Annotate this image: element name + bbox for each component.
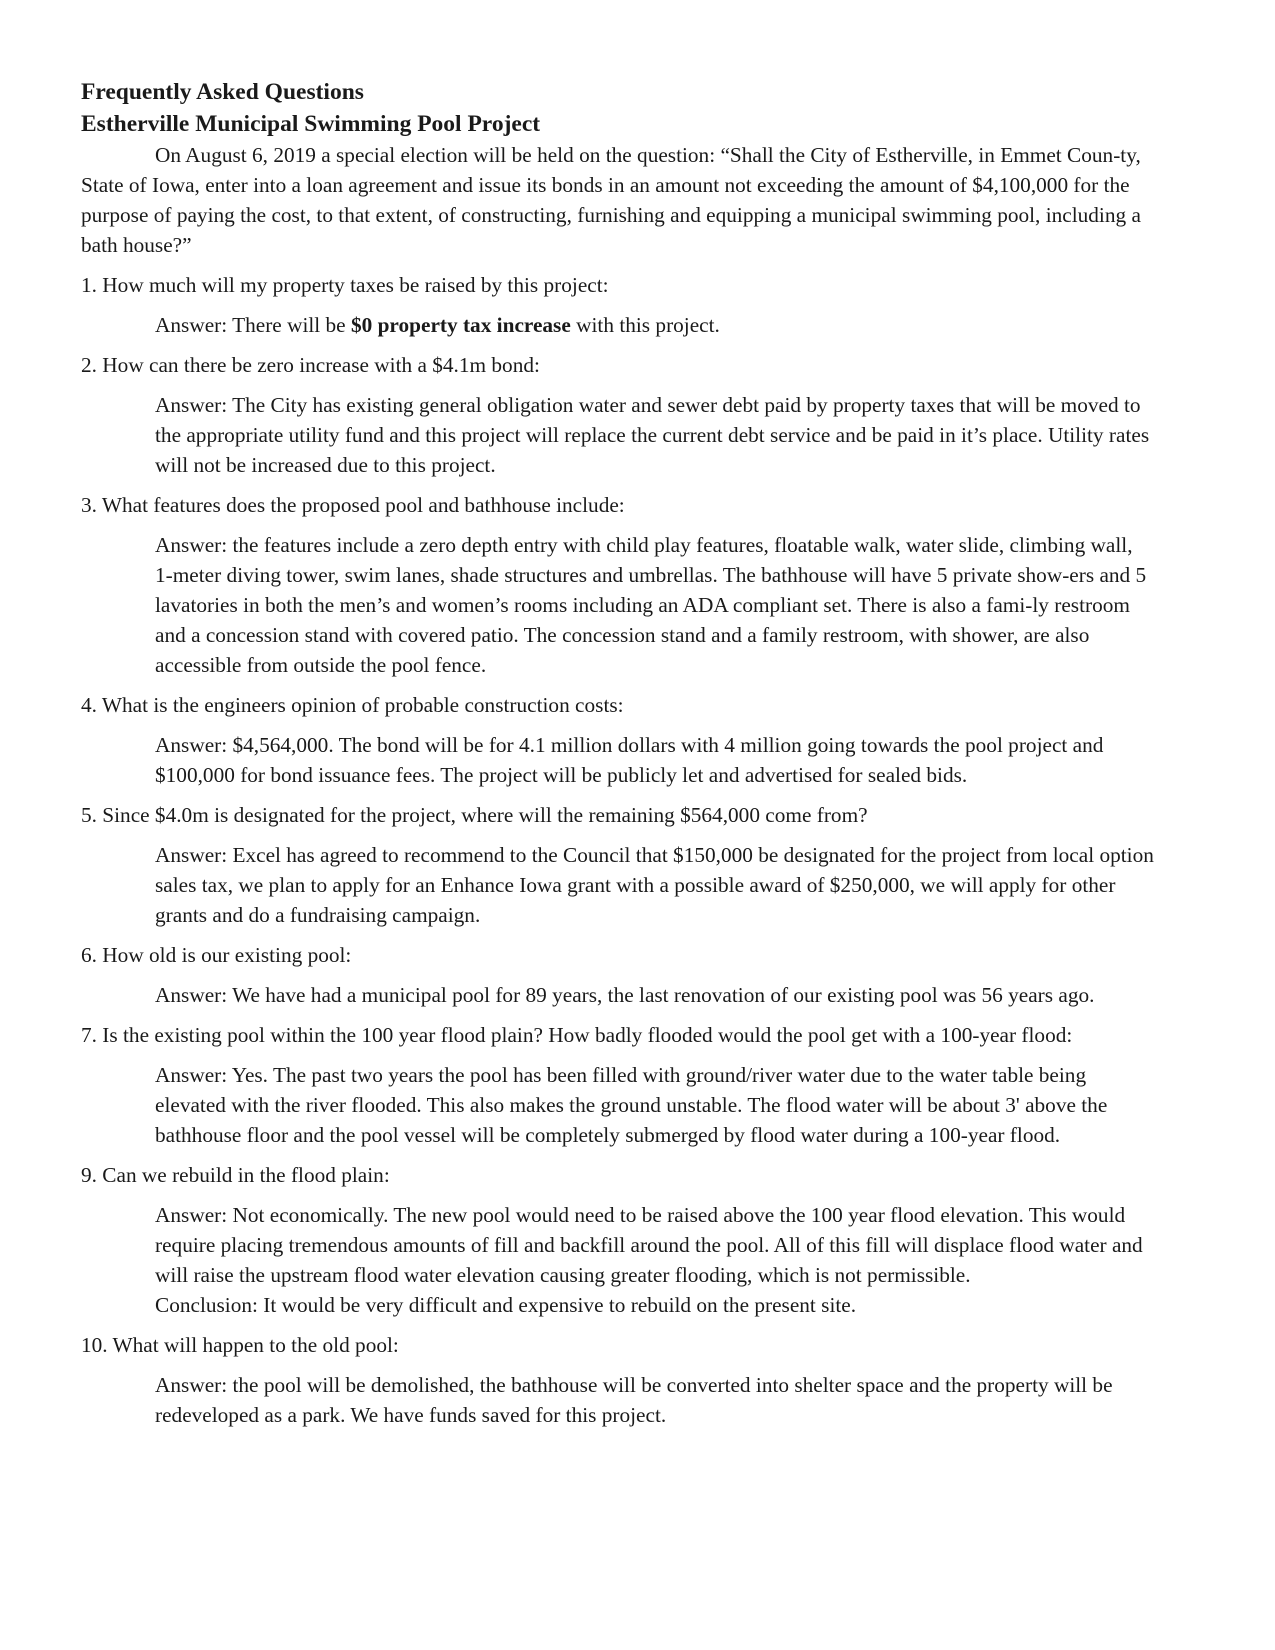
faq-answer: Answer: We have had a municipal pool for 89 years, the last renovation of our existing pool was 56 years ago.: [155, 983, 1095, 1007]
faq-item-9: [81, 1160, 1155, 1320]
faq-question: 3. What features does the proposed pool and bathhouse include:: [81, 493, 625, 517]
faq-item-10: [81, 1330, 1155, 1430]
faq-item-4: [81, 690, 1155, 790]
faq-item-5: [81, 800, 1155, 930]
faq-item-6: [81, 940, 1155, 1010]
faq-question: 9. Can we rebuild in the flood plain:: [81, 1163, 390, 1187]
faq-question: 6. How old is our existing pool:: [81, 943, 352, 967]
faq-question: 2. How can there be zero increase with a $4.1m bond:: [81, 353, 540, 377]
document-title: Frequently Asked Questions: [81, 79, 364, 105]
document-subtitle: Estherville Municipal Swimming Pool Project: [81, 111, 541, 137]
intro-paragraph: On August 6, 2019 a special election will be held on the question: “Shall the City of Estherville, in Emmet Coun-ty, State of Iowa, enter into a loan agreement and issue its bonds in an amount not exceeding the amount of $4,100,000 for the purpose of paying the cost, to that extent, of constructing, furnishing and equipping a municipal swimming pool, including a bath house?”: [81, 143, 1141, 257]
faq-question: 7. Is the existing pool within the 100 year flood plain? How badly flooded would the pool get with a 100-year flood:: [81, 1023, 1073, 1047]
answer-text: Answer: There will be: [155, 313, 351, 337]
faq-answer: Answer: Yes. The past two years the pool has been filled with ground/river water due to the water table being elevated with the river flooded. This also makes the ground unstable. The flood water will be about 3' above the bathhouse floor and the pool vessel will be completely submerged by flood water during a 100-year flood.: [155, 1063, 1108, 1147]
faq-question: 5. Since $4.0m is designated for the project, where will the remaining $564,000 come from?: [81, 803, 868, 827]
faq-answer: Answer: The City has existing general obligation water and sewer debt paid by property taxes that will be moved to the appropriate utility fund and this project will replace the current debt service and be paid in it’s place. Utility rates will not be increased due to this project.: [155, 393, 1150, 477]
faq-item-1: [81, 270, 1155, 340]
faq-answer: Answer: the pool will be demolished, the bathhouse will be converted into shelter space and the property will be redeveloped as a park. We have funds saved for this project.: [155, 1373, 1113, 1427]
faq-item-7: [81, 1020, 1155, 1150]
faq-answer: Answer: Excel has agreed to recommend to the Council that $150,000 be designated for the project from local option sales tax, we plan to apply for an Enhance Iowa grant with a possible award of $250,000, we will apply for other grants and do a fundraising campaign.: [155, 843, 1154, 927]
answer-text: with this project.: [570, 313, 720, 337]
faq-answer: [155, 310, 1155, 340]
faq-answer: Answer: $4,564,000. The bond will be for 4.1 million dollars with 4 million going towards the pool project and $100,000 for bond issuance fees. The project will be publicly let and advertised for sealed bids.: [155, 733, 1104, 787]
faq-item-2: [81, 350, 1155, 480]
answer-emphasis: $0 property tax increase: [350, 313, 571, 337]
faq-question: 10. What will happen to the old pool:: [81, 1333, 399, 1357]
faq-item-3: [81, 490, 1155, 680]
faq-answer: [155, 1200, 1155, 1320]
answer-text: Answer: Not economically. The new pool would need to be raised above the 100 year flood elevation. This would require placing tremendous amounts of fill and backfill around the pool. All of this fill will displace flood water and will raise the upstream flood water elevation causing greater flooding, which is not permissible.: [155, 1203, 1143, 1287]
faq-answer: Answer: the features include a zero depth entry with child play features, floatable walk, water slide, climbing wall, 1-meter diving tower, swim lanes, shade structures and umbrellas. The bathhouse will have 5 private show-ers and 5 lavatories in both the men’s and women’s rooms including an ADA compliant set. There is also a fami-ly restroom and a concession stand with covered patio. The concession stand and a family restroom, with shower, are also accessible from outside the pool fence.: [155, 533, 1147, 677]
faq-question: 4. What is the engineers opinion of probable construction costs:: [81, 693, 624, 717]
faq-question: 1. How much will my property taxes be raised by this project:: [81, 273, 609, 297]
answer-conclusion: Conclusion: It would be very difficult and expensive to rebuild on the present site.: [155, 1293, 857, 1317]
